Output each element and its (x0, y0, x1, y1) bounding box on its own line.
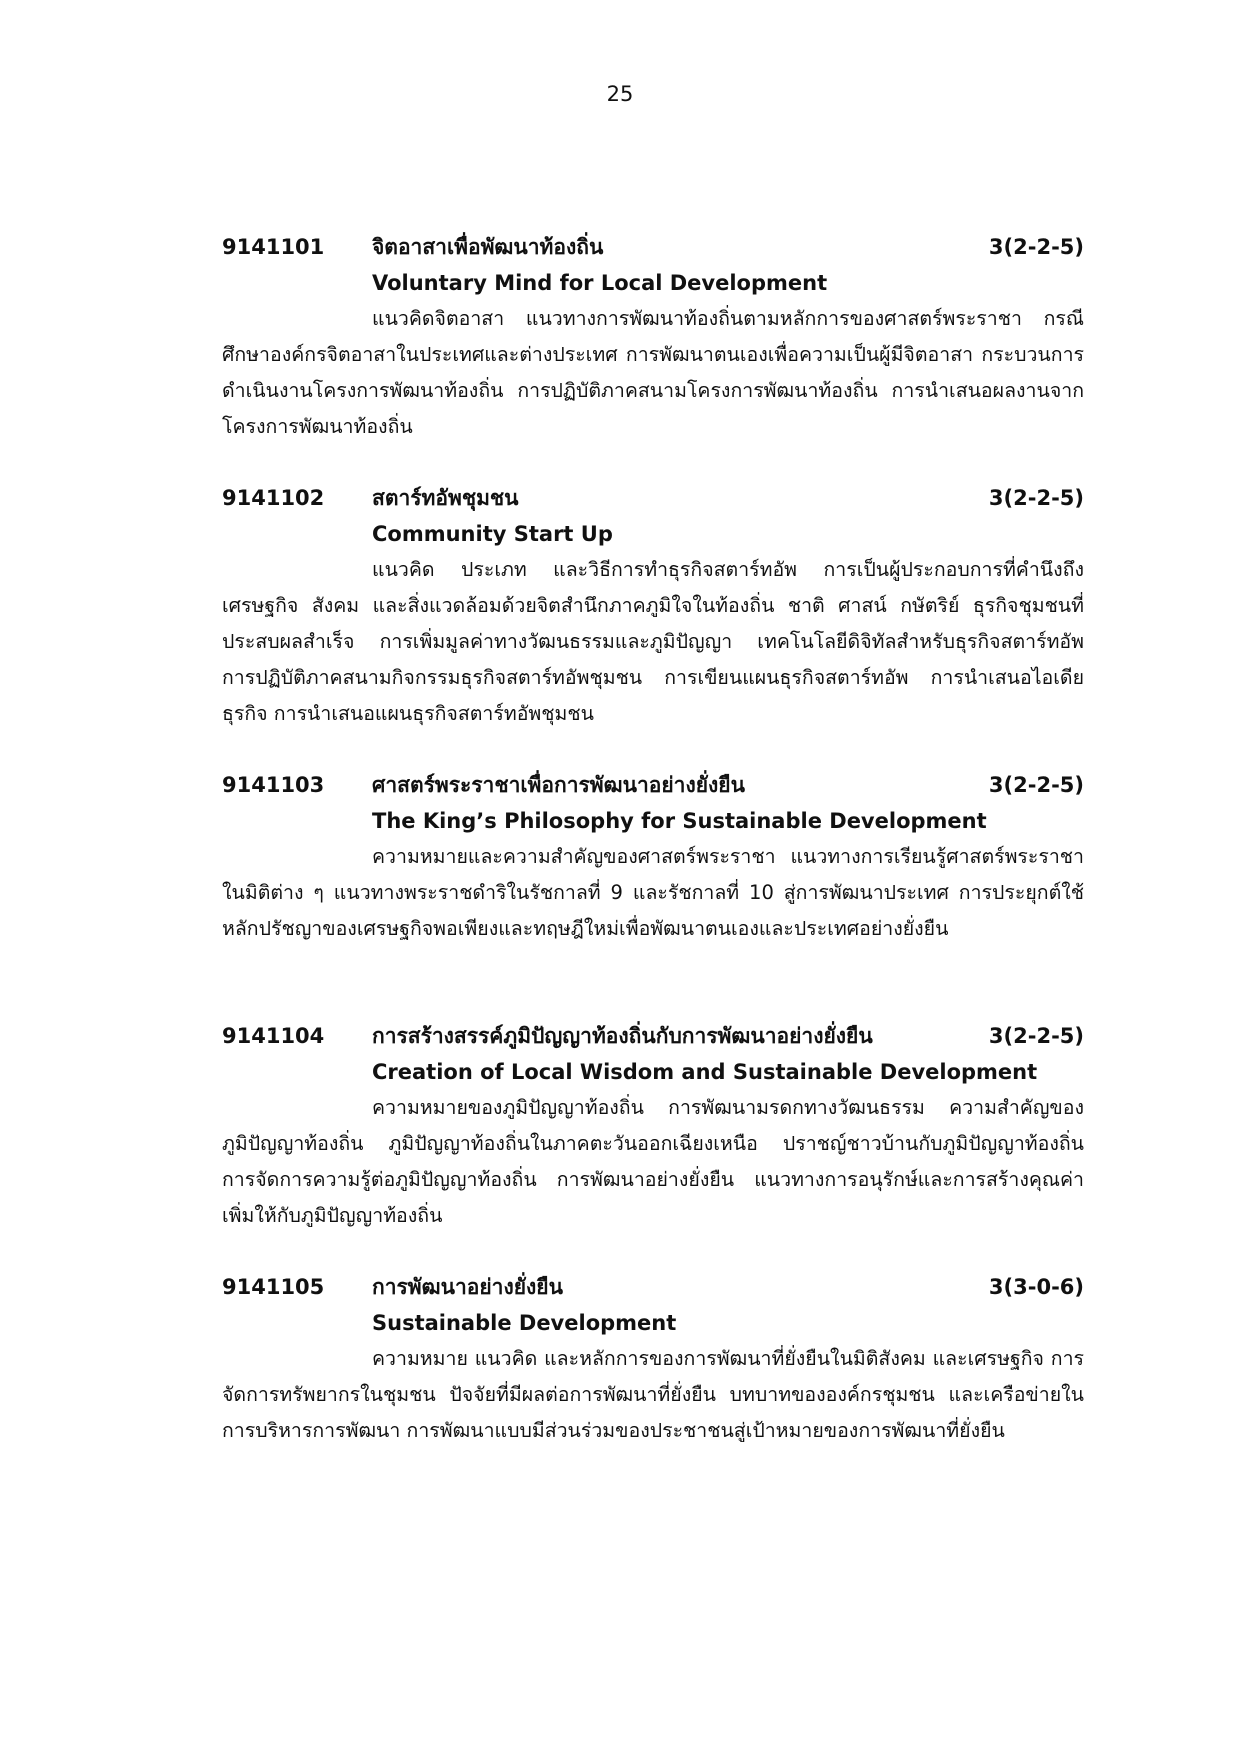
course-entry (222, 480, 1084, 732)
course-heading (222, 229, 1084, 265)
course-title-english: Creation of Local Wisdom and Sustainable Development (372, 1060, 1038, 1084)
course-title-thai: สตาร์ทอัพชุมชน (372, 486, 519, 510)
course-description: แนวคิด ประเภท และวิธีการทำธุรกิจสตาร์ทอัพ การเป็นผู้ประกอบการที่คำนึงถึงเศรษฐกิจ สังคม และสิ่งแวดล้อมด้วยจิตสำนึกภาคภูมิใจในท้องถิ่น ชาติ ศาสน์ กษัตริย์ ธุรกิจชุมชนที่ประสบผลสำเร็จ การเพิ่มมูลค่าทางวัฒนธรรมและภูมิปัญญา เทคโนโลยีดิจิทัลสำหรับธุรกิจสตาร์ทอัพ การปฏิบัติภาคสนามกิจกรรมธุรกิจสตาร์ทอัพชุมชน การเขียนแผนธุรกิจสตาร์ทอัพ การนำเสนอไอเดียธุรกิจ การนำเสนอแผนธุรกิจสตาร์ทอัพชุมชน (222, 558, 1084, 725)
page-number: 25 (606, 82, 634, 106)
course-heading (222, 1269, 1084, 1305)
course-credits: 3(2-2-5) (988, 486, 1084, 510)
course-title-thai: จิตอาสาเพื่อพัฒนาท้องถิ่น (372, 235, 604, 259)
course-credits: 3(2-2-5) (988, 1024, 1084, 1048)
course-heading (222, 767, 1084, 803)
course-heading (222, 480, 1084, 516)
course-credits: 3(2-2-5) (988, 235, 1084, 259)
course-code: 9141102 (222, 486, 325, 510)
course-title-thai: การสร้างสรรค์ภูมิปัญญาท้องถิ่นกับการพัฒนาอย่างยั่งยืน (372, 1024, 873, 1048)
course-entry (222, 767, 1084, 947)
course-entry (222, 1018, 1084, 1234)
course-title-thai: การพัฒนาอย่างยั่งยืน (372, 1275, 563, 1299)
course-credits: 3(3-0-6) (988, 1275, 1084, 1299)
course-description: ความหมายและความสำคัญของศาสตร์พระราชา แนวทางการเรียนรู้ศาสตร์พระราชาในมิติต่าง ๆ แนวทางพระราชดำริในรัชกาลที่ 9 และรัชกาลที่ 10 สู่การพัฒนาประเทศ การประยุกต์ใช้หลักปรัชญาของเศรษฐกิจพอเพียงและทฤษฎีใหม่เพื่อพัฒนาตนเองและประเทศอย่างยั่งยืน (222, 845, 1084, 940)
course-title-english: Voluntary Mind for Local Development (372, 271, 828, 295)
course-entry (222, 229, 1084, 445)
course-credits: 3(2-2-5) (988, 773, 1084, 797)
course-code: 9141101 (222, 235, 325, 259)
course-title-english: Sustainable Development (372, 1311, 677, 1335)
course-description: ความหมายของภูมิปัญญาท้องถิ่น การพัฒนามรดกทางวัฒนธรรม ความสำคัญของภูมิปัญญาท้องถิ่น ภูมิปัญญาท้องถิ่นในภาคตะวันออกเฉียงเหนือ ปราชญ์ชาวบ้านกับภูมิปัญญาท้องถิ่น การจัดการความรู้ต่อภูมิปัญญาท้องถิ่น การพัฒนาอย่างยั่งยืน แนวทางการอนุรักษ์และการสร้างคุณค่าเพิ่มให้กับภูมิปัญญาท้องถิ่น (222, 1096, 1084, 1227)
course-description: ความหมาย แนวคิด และหลักการของการพัฒนาที่ยั่งยืนในมิติสังคม และเศรษฐกิจ การจัดการทรัพยากรในชุมชน ปัจจัยที่มีผลต่อการพัฒนาที่ยั่งยืน บทบาทขององค์กรชุมชน และเครือข่ายในการบริหารการพัฒนา การพัฒนาแบบมีส่วนร่วมของประชาชนสู่เป้าหมายของการพัฒนาที่ยั่งยืน (222, 1347, 1084, 1442)
course-entry (222, 1269, 1084, 1449)
course-code: 9141103 (222, 773, 325, 797)
course-description: แนวคิดจิตอาสา แนวทางการพัฒนาท้องถิ่นตามหลักการของศาสตร์พระราชา กรณีศึกษาองค์กรจิตอาสาในประเทศและต่างประเทศ การพัฒนาตนเองเพื่อความเป็นผู้มีจิตอาสา กระบวนการดำเนินงานโครงการพัฒนาท้องถิ่น การปฏิบัติภาคสนามโครงการพัฒนาท้องถิ่น การนำเสนอผลงานจากโครงการพัฒนาท้องถิ่น (222, 307, 1084, 438)
course-code: 9141104 (222, 1024, 325, 1048)
course-title-thai: ศาสตร์พระราชาเพื่อการพัฒนาอย่างยั่งยืน (372, 773, 745, 797)
course-title-english: Community Start Up (372, 522, 613, 546)
course-heading (222, 1018, 1084, 1054)
course-title-english: The King’s Philosophy for Sustainable Development (372, 809, 987, 833)
course-code: 9141105 (222, 1275, 325, 1299)
